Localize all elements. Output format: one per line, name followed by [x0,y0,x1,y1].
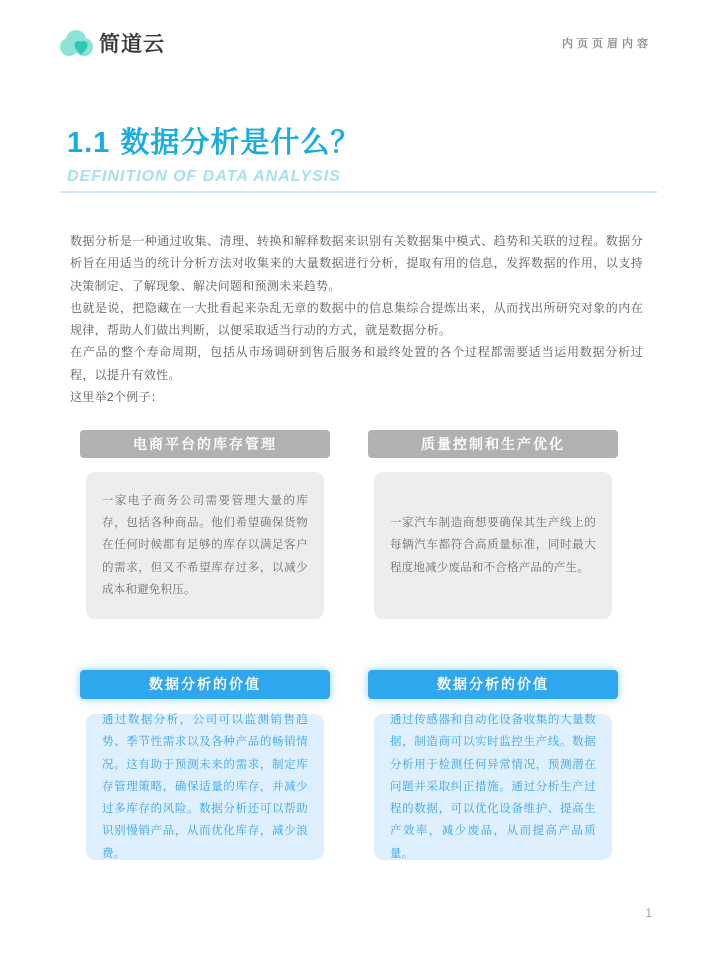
intro-paragraph-4: 这里举2个例子： [70,390,164,405]
value-body-ecommerce [86,714,324,860]
page-subtitle: DEFINITION OF DATA ANALYSIS [67,168,341,185]
page-header [58,28,652,58]
example-title-ecommerce: 电商平台的库存管理 [80,430,330,458]
logo-cloud-heart-icon [58,29,94,57]
intro-paragraph-1: 数据分析是一种通过收集、清理、转换和解释数据来识别有关数据集中模式、趋势和关联的过程。数据分析旨在用适当的统计分析方法对收集来的大量数据进行分析，提取有用的信息，发挥数据的作用，以支持决策制定、了解现象、解决问题和预测未来趋势。 [70,234,643,293]
value-title-quality: 数据分析的价值 [368,670,618,699]
page-title [67,120,360,161]
value-body-text: 通过数据分析，公司可以监测销售趋势、季节性需求以及各种产品的畅销情况。这有助于预测未来的需求，制定库存管理策略，确保适量的库存，并减少过多库存的风险。数据分析还可以帮助识别慢销产品，从而优化库存，减少浪费。 [102,713,308,860]
header-placeholder-text: 内页页眉内容 [562,38,652,50]
value-body-quality [374,714,612,860]
section-title-text: 数据分析是什么？ [120,127,361,159]
title-block [67,120,360,186]
example-column-ecommerce [80,430,330,860]
example-column-quality [368,430,618,860]
logo-text: 简道云 [99,33,165,56]
intro-paragraph-3: 在产品的整个寿命周期，包括从市场调研到售后服务和最终处置的各个过程都需要适当运用数据分析过程，以提升有效性。 [70,345,643,382]
example-title-quality: 质量控制和生产优化 [368,430,618,458]
example-cards-grid [80,430,618,860]
logo [58,28,165,58]
value-body-text: 通过传感器和自动化设备收集的大量数据，制造商可以实时监控生产线。数据分析用于检测任何异常情况，预测潜在问题并采取纠正措施。通过分析生产过程的数据，可以优化设备维护、提高生产效率，减少废品，从而提高产品质量。 [390,713,596,860]
page-number: 1 [645,906,652,920]
example-body-quality [374,472,612,619]
example-body-text: 一家汽车制造商想要确保其生产线上的每辆汽车都符合高质量标准，同时最大程度地减少废品和不合格产品的产生。 [390,517,596,574]
intro-paragraphs [70,230,643,408]
value-title-ecommerce: 数据分析的价值 [80,670,330,699]
intro-paragraph-2: 也就是说，把隐藏在一大批看起来杂乱无章的数据中的信息集综合提炼出来，从而找出所研究对象的内在规律，帮助人们做出判断，以便采取适当行动的方式，就是数据分析。 [70,300,643,338]
example-body-ecommerce [86,472,324,619]
section-number: 1.1 [67,127,111,159]
title-divider [60,191,657,193]
example-body-text: 一家电子商务公司需要管理大量的库存，包括各种商品。他们希望确保货物在任何时候都有足够的库存以满足客户的需求，但又不希望库存过多，以减少成本和避免积压。 [102,494,308,596]
